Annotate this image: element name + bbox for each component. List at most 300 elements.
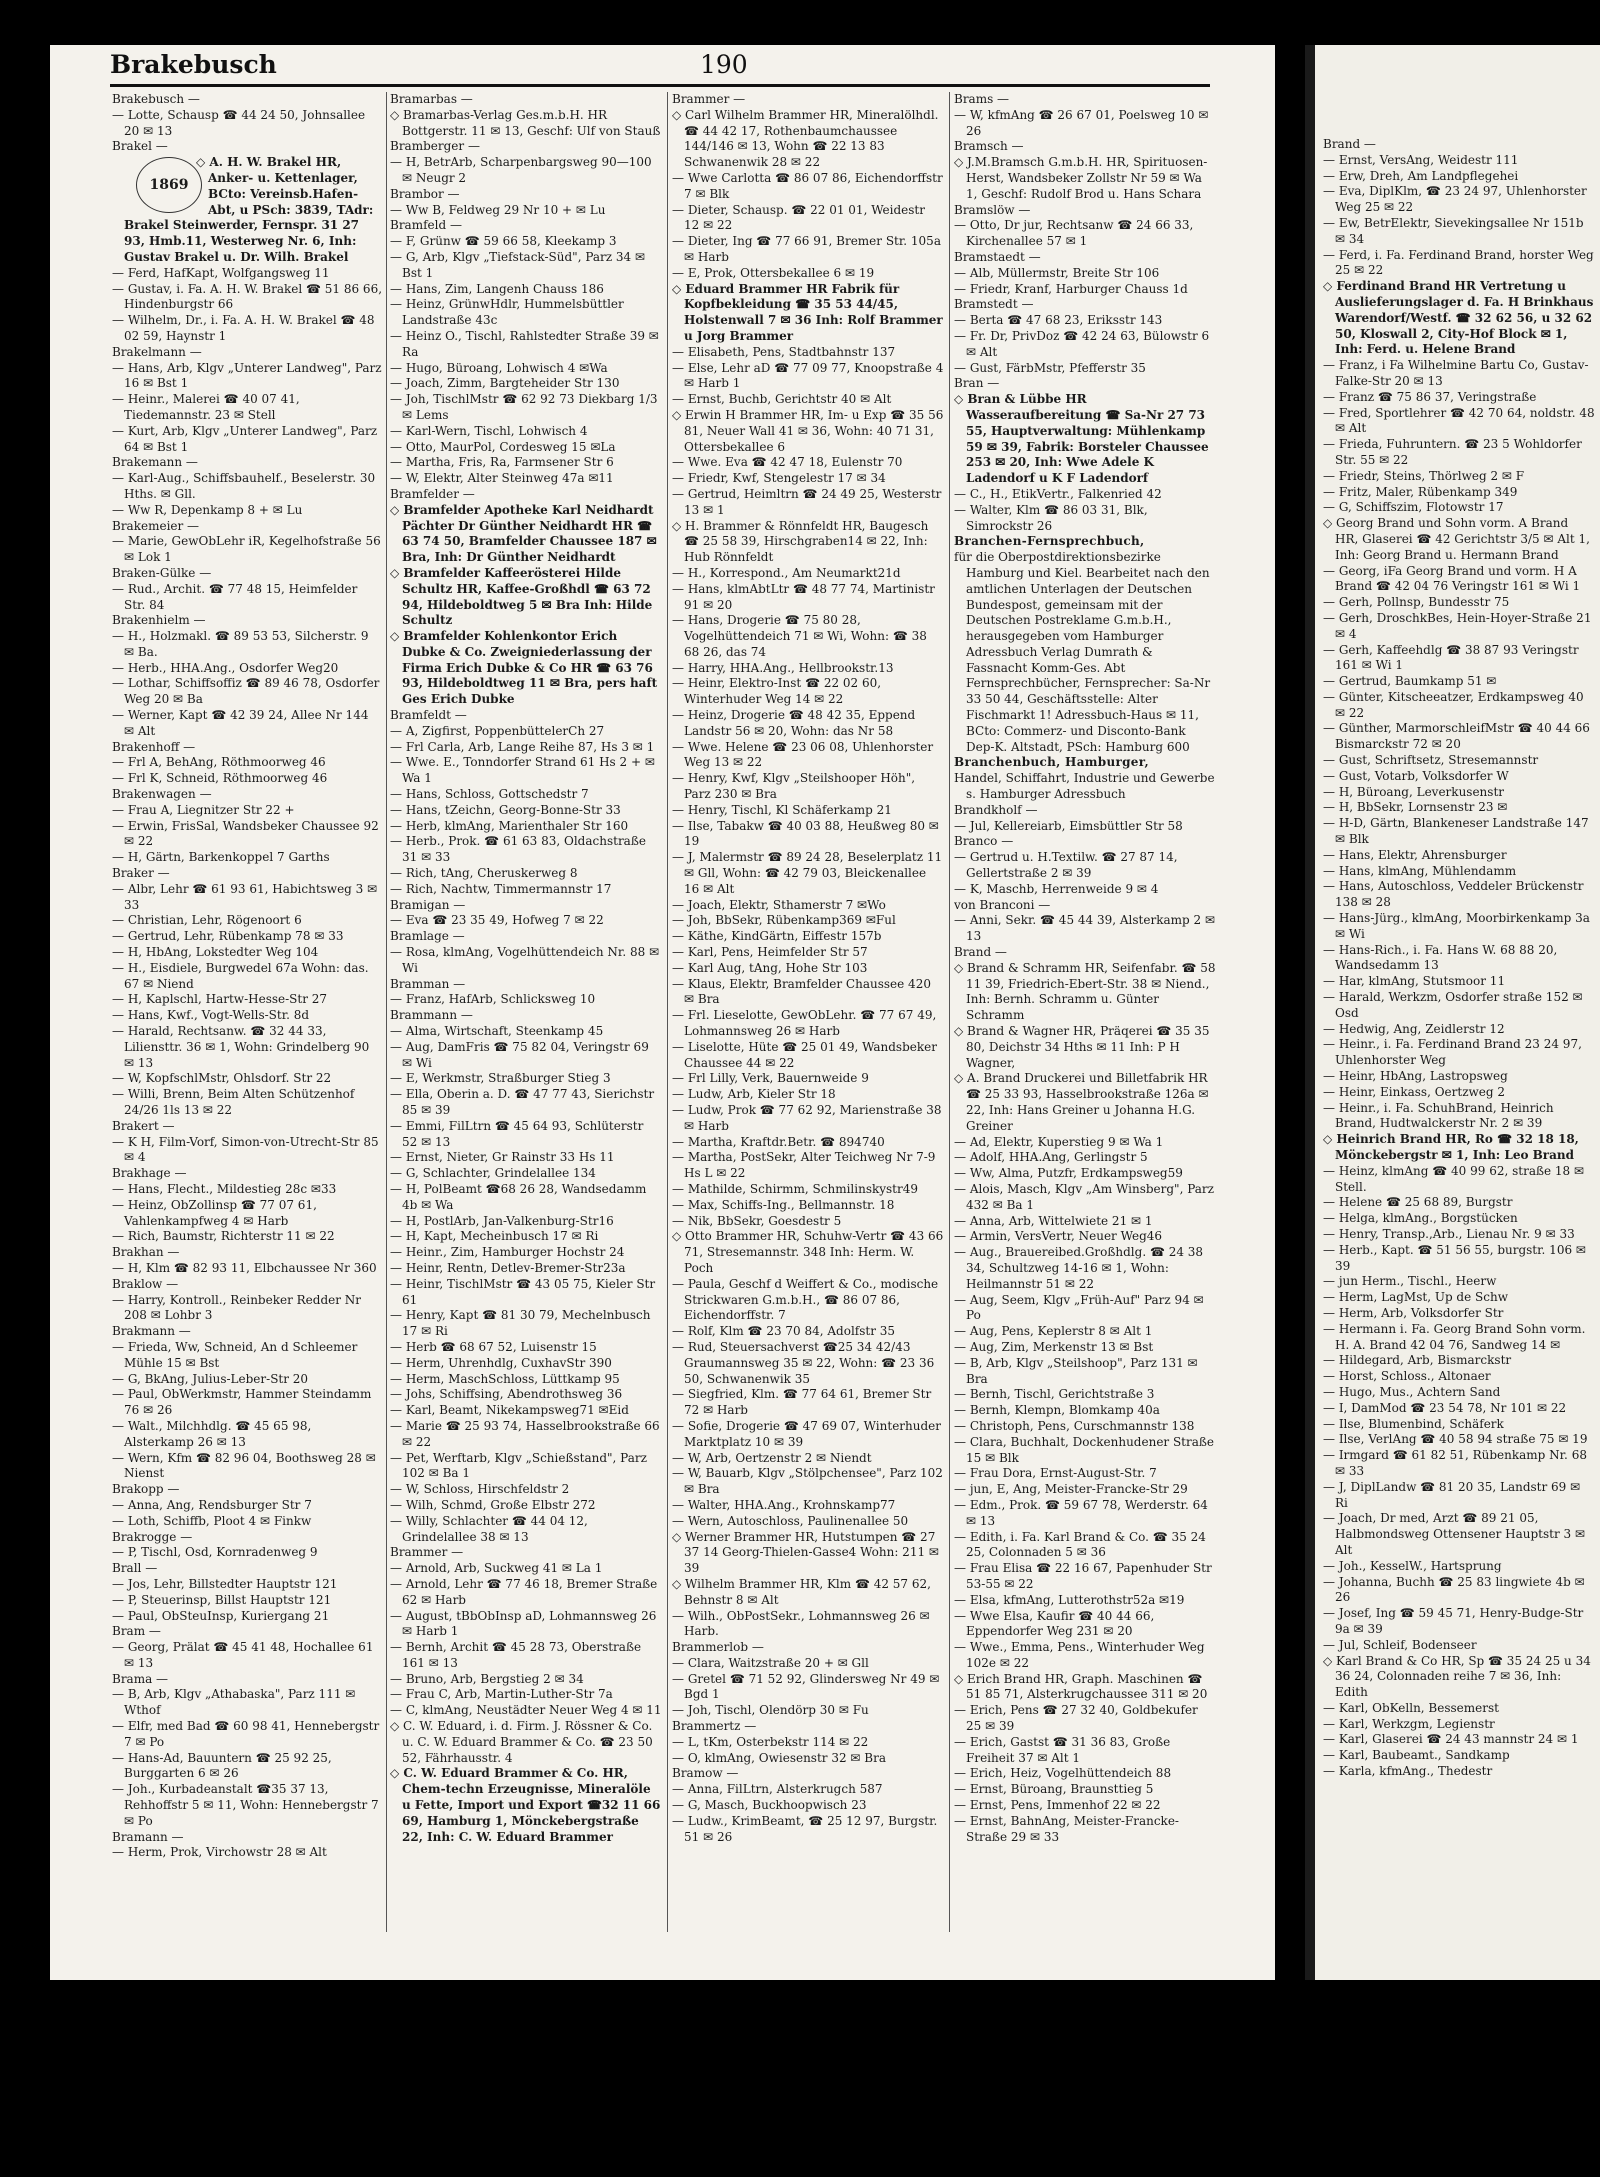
directory-entry: Brakenwagen — bbox=[112, 787, 212, 802]
directory-entry: — Elsa, kfmAng, Lutterothstr52a ✉19 bbox=[954, 1592, 1185, 1607]
directory-entry: ◇ Bramarbas-Verlag Ges.m.b.H. HR Bottgerstr. 11 ✉ 13, Geschf: Ulf von Stauß bbox=[390, 107, 661, 138]
directory-entry: — W, kfmAng ☎ 26 67 01, Poelsweg 10 ✉ 26 bbox=[954, 107, 1209, 138]
directory-entry: — W, Schloss, Hirschfeldstr 2 bbox=[390, 1482, 570, 1497]
directory-entry: — C., H., EtikVertr., Falkenried 42 bbox=[954, 486, 1162, 501]
directory-entry: — H., Holzmakl. ☎ 89 53 53, Silcherstr. 9 ✉ Ba. bbox=[112, 629, 369, 659]
directory-entry: — Paula, Geschf d Weiffert & Co., modische Strickwaren G.m.b.H., ☎ 86 07 86, Eichendorffstr. 7 bbox=[672, 1276, 939, 1323]
directory-entry: — Frieda, Ww, Schneid, An d Schleemer Mühle 15 ✉ Bst bbox=[112, 1339, 358, 1370]
column-divider bbox=[386, 92, 387, 1932]
directory-entry: — Ilse, VerlAng ☎ 40 58 94 straße 75 ✉ 19 bbox=[1323, 1432, 1588, 1447]
directory-entry: — Otto, MaurPol, Cordesweg 15 ✉La bbox=[390, 439, 616, 454]
directory-entry: — Günter, Kitscheeatzer, Erdkampsweg 40 ✉ 22 bbox=[1323, 689, 1584, 720]
directory-entry: Brakhage — bbox=[112, 1166, 187, 1181]
directory-entry: — Klaus, Elektr, Bramfelder Chaussee 420 ✉ Bra bbox=[672, 976, 931, 1007]
directory-entry: Branco — bbox=[954, 834, 1014, 849]
directory-entry: Braken-Gülke — bbox=[112, 565, 212, 580]
directory-entry: — Bernh, Archit ☎ 45 28 73, Oberstraße 161 ✉ 13 bbox=[390, 1640, 642, 1670]
directory-entry: — Gretel ☎ 71 52 92, Glindersweg Nr 49 ✉ Bgd 1 bbox=[672, 1671, 940, 1702]
directory-entry: — Heinr, Einkass, Oertzweg 2 bbox=[1323, 1084, 1506, 1099]
directory-entry: — Ludw., KrimBeamt, ☎ 25 12 97, Burgstr. 51 ✉ 26 bbox=[672, 1813, 938, 1844]
directory-entry: — Gust, Schriftsetz, Stresemannstr bbox=[1323, 753, 1539, 768]
directory-entry: Brakhan — bbox=[112, 1245, 180, 1260]
directory-entry: — Wern, Kfm ☎ 82 96 04, Boothsweg 28 ✉ Nienst bbox=[112, 1450, 376, 1481]
directory-entry: — E, Prok, Ottersbekallee 6 ✉ 19 bbox=[672, 265, 875, 280]
directory-entry: — Hans, Zim, Langenh Chauss 186 bbox=[390, 281, 604, 296]
directory-entry: — Georg, Prälat ☎ 45 41 48, Hochallee 61 ✉ 13 bbox=[112, 1640, 374, 1670]
directory-entry: — Johs, Schiffsing, Abendrothsweg 36 bbox=[390, 1387, 623, 1402]
directory-entry: — Marie, GewObLehr iR, Kegelhofstraße 56 ✉ Lok 1 bbox=[112, 534, 381, 565]
directory-entry: — Irmgard ☎ 61 82 51, Rübenkamp Nr. 68 ✉ 33 bbox=[1323, 1448, 1587, 1478]
directory-entry: — Heinz O., Tischl, Rahlstedter Straße 39 ✉ Ra bbox=[390, 328, 659, 359]
directory-entry: — Alb, Müllermstr, Breite Str 106 bbox=[954, 265, 1160, 280]
directory-entry: — Erich, Heiz, Vogelhüttendeich 88 bbox=[954, 1766, 1172, 1781]
directory-entry: Brakel — bbox=[112, 139, 168, 154]
directory-entry: für die Oberpostdirektionsbezirke Hamburg und Kiel. Bearbeitet nach den amtlichen Unterlagen der Deutschen Bundespost, gemeinsam mit der Deutschen Postreklame G.m.b.H., herausgegeben vom Hamburger Adressbuch Verlag Dumrath & Fassnacht Komm-Ges. Abt Fernsprechbücher, Fernsprecher: Sa-Nr 33 50 44, Geschäftsstelle: Alter Fischmarkt 1! Adressbuch-Haus ✉ 11, BCto: Commerz- und Disconto-Bank Dep-K. Altstadt, PSch: Hamburg 600 bbox=[954, 550, 1211, 754]
directory-entry: — Karl Aug, tAng, Hohe Str 103 bbox=[672, 960, 868, 975]
directory-entry: Bramfelder — bbox=[390, 486, 475, 501]
directory-entry: — Hans-Ad, Bauuntern ☎ 25 92 25, Burggarten 6 ✉ 26 bbox=[112, 1750, 332, 1781]
directory-entry: — I, DamMod ☎ 23 54 78, Nr 101 ✉ 22 bbox=[1323, 1400, 1567, 1415]
directory-entry: — Gust, Votarb, Volksdorfer W bbox=[1323, 768, 1509, 783]
directory-entry: — Clara, Buchhalt, Dockenhudener Straße 15 ✉ Blk bbox=[954, 1434, 1215, 1465]
page-number: 190 bbox=[700, 50, 748, 79]
directory-entry: — Franz, i Fa Wilhelmine Bartu Co, Gustav-Falke-Str 20 ✉ 13 bbox=[1323, 358, 1589, 388]
column-3 bbox=[672, 92, 944, 1972]
directory-entry: — Joach, Elektr, Sthamerstr 7 ✉Wo bbox=[672, 897, 886, 912]
directory-entry: — Hugo, Büroang, Lohwisch 4 ✉Wa bbox=[390, 360, 608, 375]
directory-entry: — Frieda, Fuhruntern. ☎ 23 5 Wohldorfer Str. 55 ✉ 22 bbox=[1323, 437, 1582, 467]
directory-entry: — Eva, DiplKlm, ☎ 23 24 97, Uhlenhorster Weg 25 ✉ 22 bbox=[1323, 184, 1587, 215]
directory-entry: — Herm, MaschSchloss, Lüttkamp 95 bbox=[390, 1371, 620, 1386]
directory-entry: — Nik, BbSekr, Goesdestr 5 bbox=[672, 1213, 842, 1228]
directory-entry: — Wilhelm, Dr., i. Fa. A. H. W. Brakel ☎ 48 02 59, Haynstr 1 bbox=[112, 313, 375, 343]
directory-entry: ◇ J.M.Bramsch G.m.b.H. HR, Spirituosen-Herst, Wandsbeker Zollstr Nr 59 ✉ Wa 1, Geschf: Rudolf Brod u. Hans Schara bbox=[954, 155, 1208, 201]
directory-entry: Bramfeldt — bbox=[390, 708, 467, 723]
directory-entry: — Edm., Prok. ☎ 59 67 78, Werderstr. 64 ✉ 13 bbox=[954, 1497, 1208, 1528]
directory-entry: — Gertrud, Heimltrn ☎ 24 49 25, Westerstr 13 ✉ 1 bbox=[672, 486, 942, 517]
directory-entry: — Hermann i. Fa. Georg Brand Sohn vorm. H. A. Brand 42 04 76, Sandweg 14 ✉ bbox=[1323, 1321, 1586, 1352]
directory-entry: — Dieter, Schausp. ☎ 22 01 01, Weidestr 12 ✉ 22 bbox=[672, 202, 925, 233]
directory-entry: — Joach, Dr med, Arzt ☎ 89 21 05, Halbmondsweg Ottensener Hauptstr 3 ✉ Alt bbox=[1323, 1511, 1586, 1557]
directory-entry: — Frl A, BehAng, Röthmoorweg 46 bbox=[112, 755, 326, 770]
directory-entry: — Hans, Schloss, Gottschedstr 7 bbox=[390, 787, 589, 802]
directory-entry: — Joh., Kurbadeanstalt ☎35 37 13, Rehhoffstr 5 ✉ 11, Wohn: Hennebergstr 7 ✉ Po bbox=[112, 1782, 379, 1828]
directory-entry: — G, Masch, Buckhoopwisch 23 bbox=[672, 1798, 867, 1813]
directory-entry: — Martha, PostSekr, Alter Teichweg Nr 7-9 Hs L ✉ 22 bbox=[672, 1150, 936, 1181]
directory-entry: — Har, klmAng, Stutsmoor 11 bbox=[1323, 974, 1506, 989]
column-divider bbox=[667, 92, 668, 1932]
page-gutter bbox=[1305, 45, 1315, 1980]
directory-entry: — Friedr, Kwf, Stengelestr 17 ✉ 34 bbox=[672, 471, 886, 486]
directory-entry: — Gertrud u. H.Textilw. ☎ 27 87 14, Gellertstraße 2 ✉ 39 bbox=[954, 850, 1178, 881]
directory-entry: — Joach, Zimm, Bargteheider Str 130 bbox=[390, 376, 620, 391]
directory-entry: — Rich, tAng, Cheruskerweg 8 bbox=[390, 866, 578, 881]
directory-entry: — Berta ☎ 47 68 23, Eriksstr 143 bbox=[954, 313, 1163, 328]
directory-entry: — Ludw, Arb, Kieler Str 18 bbox=[672, 1087, 836, 1102]
directory-entry: — Herm, LagMst, Up de Schw bbox=[1323, 1290, 1508, 1305]
directory-entry: — Fred, Sportlehrer ☎ 42 70 64, noldstr. 48 ✉ Alt bbox=[1323, 405, 1595, 436]
directory-entry: — Wwe Carlotta ☎ 86 07 86, Eichendorffstr 7 ✉ Blk bbox=[672, 170, 943, 201]
directory-entry: — Henry, Kwf, Klgv „Steilshooper Höh", Parz 230 ✉ Bra bbox=[672, 771, 916, 802]
directory-entry: — Frau A, Liegnitzer Str 22 + bbox=[112, 802, 295, 817]
directory-entry: — Harry, Kontroll., Reinbeker Redder Nr 208 ✉ Lohbr 3 bbox=[112, 1292, 362, 1323]
directory-entry: — Bernh, Tischl, Gerichtstraße 3 bbox=[954, 1387, 1155, 1402]
directory-entry: — Heinr, Elektro-Inst ☎ 22 02 60, Winterhuder Weg 14 ✉ 22 bbox=[672, 676, 882, 707]
directory-entry: — Horst, Schloss., Altonaer bbox=[1323, 1369, 1491, 1384]
directory-entry: Bramstedt — bbox=[954, 297, 1034, 312]
directory-entry: — Kurt, Arb, Klgv „Unterer Landweg", Parz 64 ✉ Bst 1 bbox=[112, 423, 378, 454]
directory-entry: — Hans, tZeichn, Georg-Bonne-Str 33 bbox=[390, 802, 621, 817]
directory-entry: ◇ Bramfelder Apotheke Karl Neidhardt Pächter Dr Günther Neidhardt HR ☎ 63 74 50, Bramfelder Chaussee 187 ✉ Bra, Inh: Dr Günther Neidhardt bbox=[390, 502, 657, 565]
directory-entry: — Ww R, Depenkamp 8 + ✉ Lu bbox=[112, 502, 303, 517]
right-page-content bbox=[1315, 45, 1600, 1980]
directory-entry: — B, Arb, Klgv „Steilshoop", Parz 131 ✉ Bra bbox=[954, 1355, 1198, 1386]
directory-entry: — Heinr., i. Fa. SchuhBrand, Heinrich Brand, Hudtwalckerstr Nr. 2 ✉ 39 bbox=[1323, 1100, 1554, 1131]
directory-entry: — Ernst, Pens, Immenhof 22 ✉ 22 bbox=[954, 1798, 1161, 1813]
directory-entry: Bramsch — bbox=[954, 139, 1024, 154]
directory-entry: — Herm, Arb, Volksdorfer Str bbox=[1323, 1305, 1504, 1320]
directory-entry: ◇ Georg Brand und Sohn vorm. A Brand HR, Glaserei ☎ 42 Gerichtstr 3/5 ✉ Alt 1, Inh: Georg Brand u. Hermann Brand bbox=[1323, 516, 1590, 562]
directory-entry: — Jul, Schleif, Bodenseer bbox=[1323, 1637, 1477, 1652]
directory-entry: — Otto, Dr jur, Rechtsanw ☎ 24 66 33, Kirchenallee 57 ✉ 1 bbox=[954, 218, 1194, 249]
directory-entry: — Christian, Lehr, Rögenoort 6 bbox=[112, 913, 302, 928]
directory-entry: — Hedwig, Ang, Zeidlerstr 12 bbox=[1323, 1021, 1505, 1036]
directory-entry: — Gertrud, Baumkamp 51 ✉ bbox=[1323, 674, 1497, 689]
directory-entry: — Gust, FärbMstr, Pfefferstr 35 bbox=[954, 360, 1146, 375]
directory-entry: von Branconi — bbox=[954, 897, 1051, 912]
directory-entry: — Franz ☎ 75 86 37, Veringstraße bbox=[1323, 389, 1537, 404]
directory-entry: — Wwe Elsa, Kaufir ☎ 40 44 66, Eppendorfer Weg 231 ✉ 20 bbox=[954, 1608, 1155, 1639]
directory-entry: — W, KopfschlMstr, Ohlsdorf. Str 22 bbox=[112, 1071, 332, 1086]
directory-entry: — O, klmAng, Owiesenstr 32 ✉ Bra bbox=[672, 1750, 887, 1765]
directory-entry: — Wwe. Helene ☎ 23 06 08, Uhlenhorster Weg 13 ✉ 22 bbox=[672, 739, 934, 770]
directory-entry: — Aug, DamFris ☎ 75 82 04, Veringstr 69 ✉ Wi bbox=[390, 1039, 649, 1070]
directory-entry: Bram — bbox=[112, 1624, 161, 1639]
directory-entry: — Pet, Werftarb, Klgv „Schießstand", Parz 102 ✉ Ba 1 bbox=[390, 1450, 647, 1481]
directory-entry: — Clara, Waitzstraße 20 + ✉ Gll bbox=[672, 1655, 869, 1670]
directory-entry: — Frl K, Schneid, Röthmoorweg 46 bbox=[112, 771, 328, 786]
directory-entry: — Gertrud, Lehr, Rübenkamp 78 ✉ 33 bbox=[112, 929, 344, 944]
directory-entry: — J, DiplLandw ☎ 81 20 35, Landstr 69 ✉ Ri bbox=[1323, 1479, 1581, 1510]
directory-entry: — Frau C, Arb, Martin-Luther-Str 7a bbox=[390, 1687, 613, 1702]
directory-entry: — Anna, Ang, Rendsburger Str 7 bbox=[112, 1497, 312, 1512]
directory-entry: Brambor — bbox=[390, 186, 460, 201]
directory-entry: Brakenhoff — bbox=[112, 739, 196, 754]
directory-entry: — Hans, klmAng, Mühlendamm bbox=[1323, 863, 1517, 878]
entry-text: ◇ A. H. W. Brakel HR, Anker- u. Kettenlager, BCto: Vereinsb.Hafen-Abt, u PSch: 3839, TAdr: Brakel Steinwerder, Fernspr. 31 27 93, Hmb.11, Westerweg Nr. 6, Inh: Gustav Brakel u. Dr. Wilh. Brakel bbox=[124, 155, 374, 264]
directory-entry: — Fr. Dr, PrivDoz ☎ 42 24 63, Bülowstr 6 ✉ Alt bbox=[954, 328, 1210, 359]
directory-entry: — Martha, Fris, Ra, Farmsener Str 6 bbox=[390, 455, 614, 470]
directory-entry: — Anna, Arb, Wittelwiete 21 ✉ 1 bbox=[954, 1213, 1153, 1228]
directory-entry: — G, Schlachter, Grindelallee 134 bbox=[390, 1166, 596, 1181]
directory-entry: — H, Kaplschl, Hartw-Hesse-Str 27 bbox=[112, 992, 328, 1007]
directory-entry: — Arnold, Lehr ☎ 77 46 18, Bremer Straße 62 ✉ Harb bbox=[390, 1576, 658, 1607]
directory-entry: — Frl Lilly, Verk, Bauernweide 9 bbox=[672, 1071, 869, 1086]
directory-entry: ◇ Bramfelder Kaffeerösterei Hilde Schultz HR, Kaffee-Großhdl ☎ 63 72 94, Hildeboldtweg 5 ✉ Bra Inh: Hilde Schultz bbox=[390, 565, 653, 628]
directory-entry: — Heinr., Malerei ☎ 40 07 41, Tiedemannstr. 23 ✉ Stell bbox=[112, 392, 300, 422]
directory-entry: — Hans, klmAbtLtr ☎ 48 77 74, Martinistr 91 ✉ 20 bbox=[672, 581, 935, 612]
directory-entry: — Aug, Seem, Klgv „Früh-Auf" Parz 94 ✉ Po bbox=[954, 1292, 1204, 1323]
directory-entry: — Aug, Zim, Merkenstr 13 ✉ Bst bbox=[954, 1339, 1154, 1354]
directory-entry: — H-D, Gärtn, Blankeneser Landstraße 147 ✉ Blk bbox=[1323, 816, 1589, 847]
directory-entry: — Heinz, GrünwHdlr, Hummelsbüttler Landstraße 43c bbox=[390, 297, 624, 328]
directory-entry: — Wwe. Eva ☎ 42 47 18, Eulenstr 70 bbox=[672, 455, 903, 470]
directory-entry: — Wern, Autoschloss, Paulinenallee 50 bbox=[672, 1513, 909, 1528]
directory-entry: — Erich, Pens ☎ 27 32 40, Goldbekufer 25 ✉ 39 bbox=[954, 1703, 1198, 1734]
directory-entry: Bramman — bbox=[390, 976, 466, 991]
directory-entry: — Alma, Wirtschaft, Steenkamp 45 bbox=[390, 1024, 604, 1039]
directory-entry: — Rich, Baumstr, Richterstr 11 ✉ 22 bbox=[112, 1229, 335, 1244]
directory-entry: — Bernh, Klempn, Blomkamp 40a bbox=[954, 1403, 1160, 1418]
directory-entry: Bran — bbox=[954, 376, 1000, 391]
directory-entry: — Dieter, Ing ☎ 77 66 91, Bremer Str. 105a ✉ Harb bbox=[672, 234, 941, 264]
directory-entry: ◇ Eduard Brammer HR Fabrik für Kopfbekleidung ☎ 35 53 44/45, Holstenwall 7 ✉ 36 Inh: Rolf Brammer u Jorg Brammer bbox=[672, 281, 943, 343]
directory-entry: — Josef, Ing ☎ 59 45 71, Henry-Budge-Str 9a ✉ 39 bbox=[1323, 1606, 1584, 1636]
directory-entry: — Liselotte, Hüte ☎ 25 01 49, Wandsbeker Chaussee 44 ✉ 22 bbox=[672, 1039, 937, 1070]
directory-entry: — F, Grünw ☎ 59 66 58, Kleekamp 3 bbox=[390, 234, 617, 249]
directory-entry: — Günther, MarmorschleifMstr ☎ 40 44 66 Bismarckstr 72 ✉ 20 bbox=[1323, 721, 1590, 752]
directory-entry: — Heinz, Drogerie ☎ 48 42 35, Eppend Landstr 56 ✉ 20, Wohn: das Nr 58 bbox=[672, 708, 916, 738]
column-1 bbox=[112, 92, 382, 1972]
directory-entry: — Karl, ObKelln, Bessemerst bbox=[1323, 1700, 1499, 1715]
directory-entry: — Jul, Kellereiarb, Eimsbüttler Str 58 bbox=[954, 818, 1183, 833]
directory-entry: — Hans, Arb, Klgv „Unterer Landweg", Parz 16 ✉ Bst 1 bbox=[112, 360, 382, 391]
directory-entry: — Aug, Pens, Keplerstr 8 ✉ Alt 1 bbox=[954, 1324, 1153, 1339]
directory-entry: — Heinr, HbAng, Lastropsweg bbox=[1323, 1069, 1508, 1084]
directory-entry: — Ernst, VersAng, Weidestr 111 bbox=[1323, 152, 1519, 167]
directory-entry: — Herb., Prok. ☎ 61 63 83, Oldachstraße 31 ✉ 33 bbox=[390, 834, 646, 865]
directory-entry: — H, Gärtn, Barkenkoppel 7 Garths bbox=[112, 850, 330, 865]
directory-entry: ◇ Carl Wilhelm Brammer HR, Mineralölhdl. ☎ 44 42 17, Rothenbaumchaussee 144/146 ✉ 13, Wohn ☎ 22 13 83 Schwanenwik 28 ✉ 22 bbox=[672, 107, 939, 170]
directory-entry: — Hans, Elektr, Ahrensburger bbox=[1323, 847, 1507, 862]
directory-entry: — Ilse, Tabakw ☎ 40 03 88, Heußweg 80 ✉ 19 bbox=[672, 818, 939, 849]
directory-entry: — Ferd, i. Fa. Ferdinand Brand, horster Weg 25 ✉ 22 bbox=[1323, 247, 1594, 278]
directory-entry: — P, Steuerinsp, Billst Hauptstr 121 bbox=[112, 1592, 332, 1607]
directory-entry: — Rosa, klmAng, Vogelhüttendeich Nr. 88 ✉ Wi bbox=[390, 945, 660, 975]
directory-entry: — Rolf, Klm ☎ 23 70 84, Adolfstr 35 bbox=[672, 1324, 896, 1339]
directory-entry: — Ew, BetrElektr, Sievekingsallee Nr 151b ✉ 34 bbox=[1323, 215, 1584, 246]
directory-entry: Brammann — bbox=[390, 1008, 473, 1023]
directory-entry: Brakemeier — bbox=[112, 518, 200, 533]
directory-entry: — Max, Schiffs-Ing., Bellmannstr. 18 bbox=[672, 1197, 895, 1212]
directory-entry: — B, Arb, Klgv „Athabaska", Parz 111 ✉ Wthof bbox=[112, 1687, 356, 1718]
directory-entry: — Heinr., Zim, Hamburger Hochstr 24 bbox=[390, 1245, 625, 1260]
directory-entry: — Hans, Flecht., Mildestieg 28c ✉33 bbox=[112, 1181, 337, 1196]
running-head: Brakebusch bbox=[110, 50, 277, 79]
directory-entry: — Anni, Sekr. ☎ 45 44 39, Alsterkamp 2 ✉ 13 bbox=[954, 913, 1215, 944]
directory-entry: — Frau Dora, Ernst-August-Str. 7 bbox=[954, 1466, 1157, 1481]
directory-entry: — Wilh., ObPostSekr., Lohmannsweg 26 ✉ Harb. bbox=[672, 1608, 930, 1639]
directory-entry: — H, Kapt, Mecheinbusch 17 ✉ Ri bbox=[390, 1229, 599, 1244]
directory-entry: Bramann — bbox=[112, 1829, 184, 1844]
directory-entry: — Marie ☎ 25 93 74, Hasselbrookstraße 66 ✉ 22 bbox=[390, 1418, 660, 1449]
directory-entry: — Henry, Transp.,Arb., Lienau Nr. 9 ✉ 33 bbox=[1323, 1226, 1575, 1241]
directory-entry: — Karl, Werkzgm, Legienstr bbox=[1323, 1716, 1495, 1731]
directory-entry: — Johanna, Buchh ☎ 25 83 lingwiete 4b ✉ 26 bbox=[1323, 1574, 1585, 1605]
directory-entry: — H, PostlArb, Jan-Valkenburg-Str16 bbox=[390, 1213, 614, 1228]
directory-entry: ◇ H. Brammer & Rönnfeldt HR, Baugesch ☎ 25 58 39, Hirschgraben14 ✉ 22, Inh: Hub Rönnfeldt bbox=[672, 518, 929, 565]
directory-entry: ◇ Brand & Schramm HR, Seifenfabr. ☎ 58 11 39, Friedrich-Ebert-Str. 38 ✉ Niend., Inh: Bernh. Schramm u. Günter Schramm bbox=[954, 960, 1216, 1023]
directory-entry: Bramarbas — bbox=[390, 92, 473, 106]
directory-entry: — A, Zigfirst, PoppenbüttelerCh 27 bbox=[390, 723, 605, 738]
directory-entry: — Lotte, Schausp ☎ 44 24 50, Johnsallee 20 ✉ 13 bbox=[112, 107, 366, 138]
directory-entry: ◇ Bran & Lübbe HR Wasseraufbereitung ☎ Sa-Nr 27 73 55, Hauptverwaltung: Mühlenkamp 59 ✉ 39, Fabrik: Borsteler Chaussee 253 ✉ 20, Inh: Wwe Adele K Ladendorf u K F Ladendorf bbox=[954, 392, 1209, 486]
directory-entry: — G, BkAng, Julius-Leber-Str 20 bbox=[112, 1371, 309, 1386]
directory-entry: — Henry, Kapt ☎ 81 30 79, Mechelnbusch 17 ✉ Ri bbox=[390, 1308, 651, 1339]
column-2 bbox=[390, 92, 662, 1972]
directory-entry: — Joh, BbSekr, Rübenkamp369 ✉Ful bbox=[672, 913, 896, 928]
directory-entry: Brama — bbox=[112, 1671, 169, 1686]
directory-entry: — Herm, Uhrenhdlg, CuxhavStr 390 bbox=[390, 1355, 612, 1370]
directory-entry: ◇ Brand & Wagner HR, Präqerei ☎ 35 35 80, Deichstr 34 Hths ✉ 11 Inh: P H Wagner, bbox=[954, 1024, 1210, 1070]
directory-entry: — Willi, Brenn, Beim Alten Schützenhof 24/26 1ls 13 ✉ 22 bbox=[112, 1087, 355, 1117]
directory-entry: Branchenbuch, Hamburger, bbox=[954, 755, 1149, 770]
directory-entry: — jun Herm., Tischl., Heerw bbox=[1323, 1274, 1497, 1289]
directory-entry: — Henry, Tischl, Kl Schäferkamp 21 bbox=[672, 802, 892, 817]
directory-entry: — H., Eisdiele, Burgwedel 67a Wohn: das. 67 ✉ Niend bbox=[112, 960, 369, 991]
directory-entry: — Georg, iFa Georg Brand und vorm. H A Brand ☎ 42 04 76 Veringstr 161 ✉ Wi 1 bbox=[1323, 563, 1581, 594]
directory-entry: — Karl-Aug., Schiffsbauhelf., Beselerstr. 30 Hths. ✉ Gll. bbox=[112, 471, 376, 501]
directory-entry: — Herb., Kapt. ☎ 51 56 55, burgstr. 106 ✉ 39 bbox=[1323, 1242, 1586, 1273]
directory-entry: — Hans, Drogerie ☎ 75 80 28, Vogelhüttendeich 71 ✉ Wi, Wohn: ☎ 38 68 26, das 74 bbox=[672, 613, 927, 659]
directory-entry: — H, Klm ☎ 82 93 11, Elbchaussee Nr 360 bbox=[112, 1260, 377, 1275]
directory-entry: — Joh, Tischl, Olendörp 30 ✉ Fu bbox=[672, 1703, 869, 1718]
directory-entry: — Ella, Oberin a. D. ☎ 47 77 43, Sierichstr 85 ✉ 39 bbox=[390, 1087, 655, 1117]
directory-entry: — K, Maschb, Herrenweide 9 ✉ 4 bbox=[954, 881, 1159, 896]
directory-entry: — C, klmAng, Neustädter Neuer Weg 4 ✉ 11 bbox=[390, 1703, 662, 1718]
directory-entry: Brammertz — bbox=[672, 1719, 757, 1734]
directory-entry: — Herm, Prok, Virchowstr 28 ✉ Alt bbox=[112, 1845, 327, 1860]
directory-entry: Brakrogge — bbox=[112, 1529, 193, 1544]
directory-entry: — Hans, Kwf., Vogt-Wells-Str. 8d bbox=[112, 1008, 310, 1023]
directory-entry: — Fritz, Maler, Rübenkamp 349 bbox=[1323, 484, 1518, 499]
directory-entry: Brall — bbox=[112, 1561, 158, 1576]
directory-entry: — H., Korrespond., Am Neumarkt21d bbox=[672, 565, 901, 580]
directory-entry: — H, BbSekr, Lornsenstr 23 ✉ bbox=[1323, 800, 1508, 815]
directory-entry: — Hans, Autoschloss, Veddeler Brückenstr 138 ✉ 28 bbox=[1323, 879, 1584, 910]
directory-entry: — G, Arb, Klgv „Tiefstack-Süd", Parz 34 ✉ Bst 1 bbox=[390, 249, 646, 280]
directory-entry: — L, tKm, Osterbekstr 114 ✉ 22 bbox=[672, 1734, 869, 1749]
directory-entry: — Ernst, Nieter, Gr Rainstr 33 Hs 11 bbox=[390, 1150, 615, 1165]
directory-entry: — G, Schiffszim, Flotowstr 17 bbox=[1323, 500, 1504, 515]
directory-entry: — Willy, Schlachter ☎ 44 04 12, Grindelallee 38 ✉ 13 bbox=[390, 1513, 588, 1544]
directory-entry: — J, Malermstr ☎ 89 24 28, Beselerplatz 11 ✉ Gll, Wohn: ☎ 42 79 03, Bleickenallee 16 ✉ Alt bbox=[672, 850, 943, 896]
directory-entry: — Harald, Rechtsanw. ☎ 32 44 33, Liliensttr. 36 ✉ 1, Wohn: Grindelberg 90 ✉ 13 bbox=[112, 1024, 370, 1070]
directory-entry: Brakebusch — bbox=[112, 92, 200, 106]
directory-entry: — Hans-Rich., i. Fa. Hans W. 68 88 20, Wandsedamm 13 bbox=[1323, 942, 1558, 973]
directory-entry: — Ludw, Prok ☎ 77 62 92, Marienstraße 38 ✉ Harb bbox=[672, 1103, 942, 1133]
directory-entry: — Martha, Kraftdr.Betr. ☎ 894740 bbox=[672, 1134, 885, 1149]
directory-entry: — Gerh, Pollnsp, Bundesstr 75 bbox=[1323, 595, 1510, 610]
directory-entry: ◇ Bramfelder Kohlenkontor Erich Dubke & Co. Zweigniederlassung der Firma Erich Dubke & Co HR ☎ 63 76 93, Hildeboldtweg 11 ✉ Bra, pers haft Ges Erich Dubke bbox=[390, 629, 658, 707]
directory-entry: — Eva ☎ 23 35 49, Hofweg 7 ✉ 22 bbox=[390, 913, 604, 928]
directory-entry: — Gerh, DroschkBes, Hein-Hoyer-Straße 21 ✉ 4 bbox=[1323, 610, 1592, 641]
directory-entry: — Erw, Dreh, Am Landpflegehei bbox=[1323, 168, 1519, 183]
directory-entry: ◇ Werner Brammer HR, Hutstumpen ☎ 27 37 14 Georg-Thielen-Gasse4 Wohn: 211 ✉ 39 bbox=[672, 1529, 939, 1576]
directory-entry: — Hugo, Mus., Achtern Sand bbox=[1323, 1384, 1501, 1399]
directory-entry: — Rich, Nachtw, Timmermannstr 17 bbox=[390, 881, 612, 896]
directory-entry: — E, Werkmstr, Straßburger Stieg 3 bbox=[390, 1071, 611, 1086]
directory-entry: — Herb ☎ 68 67 52, Luisenstr 15 bbox=[390, 1339, 597, 1354]
directory-entry: Brakert — bbox=[112, 1118, 175, 1133]
directory-entry: — Walt., Milchhdlg. ☎ 45 65 98, Alsterkamp 26 ✉ 13 bbox=[112, 1418, 312, 1449]
directory-entry: — W, Arb, Oertzenstr 2 ✉ Niendt bbox=[672, 1450, 872, 1465]
directory-entry: — Hildegard, Arb, Bismarckstr bbox=[1323, 1353, 1512, 1368]
directory-entry: — Albr, Lehr ☎ 61 93 61, Habichtsweg 3 ✉ 33 bbox=[112, 881, 378, 912]
directory-entry: — Arnold, Arb, Suckweg 41 ✉ La 1 bbox=[390, 1561, 603, 1576]
directory-entry: — Joh., KesselW., Hartsprung bbox=[1323, 1558, 1502, 1573]
directory-entry: ◇ C. W. Eduard, i. d. Firm. J. Rössner & Co. u. C. W. Eduard Brammer & Co. ☎ 23 50 52, Fährhausstr. 4 bbox=[390, 1719, 653, 1765]
directory-entry: — Rud, Steuersachverst ☎25 34 42/43 Graumannsweg 35 ✉ 22, Wohn: ☎ 23 36 50, Schwanenwik 35 bbox=[672, 1339, 935, 1386]
directory-entry: — Ernst, Büroang, Braunsttieg 5 bbox=[954, 1782, 1154, 1797]
directory-entry: — Ww, Alma, Putzfr, Erdkampsweg59 bbox=[954, 1166, 1183, 1181]
directory-entry: — Heinz, klmAng ☎ 40 99 62, straße 18 ✉ Stell. bbox=[1323, 1163, 1585, 1194]
directory-entry: Brandkholf — bbox=[954, 802, 1038, 817]
directory-entry: — Helga, klmAng., Borgstücken bbox=[1323, 1211, 1518, 1226]
directory-entry: Brand — bbox=[1323, 137, 1376, 151]
directory-entry: Brams — bbox=[954, 92, 1010, 106]
directory-entry: — Alois, Masch, Klgv „Am Winsberg", Parz 432 ✉ Ba 1 bbox=[954, 1181, 1214, 1212]
directory-entry: — Mathilde, Schirmm, Schmilinskystr49 bbox=[672, 1181, 919, 1196]
directory-entry: — Heinr, Rentn, Detlev-Bremer-Str23a bbox=[390, 1260, 626, 1275]
directory-entry: — P, Tischl, Osd, Kornradenweg 9 bbox=[112, 1545, 318, 1560]
directory-entry: Bramlage — bbox=[390, 929, 465, 944]
directory-entry: Brakenhielm — bbox=[112, 613, 206, 628]
directory-entry: — Ww B, Feldweg 29 Nr 10 + ✉ Lu bbox=[390, 202, 606, 217]
company-emblem: 1869 bbox=[136, 157, 202, 213]
directory-entry: Braklow — bbox=[112, 1276, 179, 1291]
directory-entry: — W, Bauarb, Klgv „Stölpchensee", Parz 102 ✉ Bra bbox=[672, 1466, 943, 1497]
directory-entry: — Helene ☎ 25 68 89, Burgstr bbox=[1323, 1195, 1513, 1210]
directory-entry: — Elfr, med Bad ☎ 60 98 41, Hennebergstr 7 ✉ Po bbox=[112, 1719, 380, 1749]
directory-entry: — Friedr, Kranf, Harburger Chauss 1d bbox=[954, 281, 1188, 296]
directory-entry: — Armin, VersVertr, Neuer Weg46 bbox=[954, 1229, 1163, 1244]
directory-entry: ◇ Heinrich Brand HR, Ro ☎ 32 18 18, Mönckebergstr ✉ 1, Inh: Leo Brand bbox=[1323, 1132, 1579, 1162]
directory-entry: — Jos, Lehr, Billstedter Hauptstr 121 bbox=[112, 1576, 338, 1591]
directory-entry: Brand — bbox=[954, 945, 1007, 960]
directory-entry: — Elisabeth, Pens, Stadtbahnstr 137 bbox=[672, 344, 896, 359]
directory-entry: — Karl, Beamt, Nikekampsweg71 ✉Eid bbox=[390, 1403, 629, 1418]
directory-entry: — Karl-Wern, Tischl, Lohwisch 4 bbox=[390, 423, 588, 438]
column-divider bbox=[949, 92, 950, 1932]
directory-entry: — Else, Lehr aD ☎ 77 09 77, Knoopstraße 4 ✉ Harb 1 bbox=[672, 360, 944, 391]
directory-entry: — Ernst, Buchb, Gerichtstr 40 ✉ Alt bbox=[672, 392, 892, 407]
header-rule bbox=[110, 84, 1210, 87]
directory-entry: — Siegfried, Klm. ☎ 77 64 61, Bremer Str 72 ✉ Harb bbox=[672, 1387, 932, 1418]
directory-entry: Brakemann — bbox=[112, 455, 198, 470]
directory-entry: — H, PolBeamt ☎68 26 28, Wandsedamm 4b ✉ Wa bbox=[390, 1181, 647, 1212]
directory-entry: — Frau Elisa ☎ 22 16 67, Papenhuder Str 53-55 ✉ 22 bbox=[954, 1561, 1212, 1591]
directory-entry: — jun, E, Ang, Meister-Francke-Str 29 bbox=[954, 1482, 1188, 1497]
column-4 bbox=[954, 92, 1216, 1972]
directory-entry: — H, HbAng, Lokstedter Weg 104 bbox=[112, 945, 319, 960]
directory-entry: ◇ Ferdinand Brand HR Vertretung u Auslieferungslager d. Fa. H Brinkhaus Warendorf/Westf. ☎ 32 62 56, u 32 62 50, Kloswall 2, City-Hof Block ✉ 1, Inh: Ferd. u. Helene Brand bbox=[1323, 279, 1594, 357]
directory-entry: Brammer — bbox=[390, 1545, 464, 1560]
directory-entry: — Bruno, Arb, Bergstieg 2 ✉ 34 bbox=[390, 1671, 584, 1686]
directory-entry: Handel, Schiffahrt, Industrie und Gewerbe s. Hamburger Adressbuch bbox=[954, 771, 1215, 802]
directory-entry: — Adolf, HHA.Ang, Gerlingstr 5 bbox=[954, 1150, 1148, 1165]
directory-entry: — Erich, Gastst ☎ 31 36 83, Große Freiheit 37 ✉ Alt 1 bbox=[954, 1734, 1171, 1765]
directory-entry: Brammerlob — bbox=[672, 1640, 764, 1655]
directory-entry: Brammer — bbox=[672, 92, 746, 106]
directory-entry: — Harry, HHA.Ang., Hellbrookstr.13 bbox=[672, 660, 894, 675]
directory-entry: Bramstaedt — bbox=[954, 249, 1041, 264]
directory-entry: Bramberger — bbox=[390, 139, 480, 154]
directory-entry: — Lothar, Schiffsoffiz ☎ 89 46 78, Osdorfer Weg 20 ✉ Ba bbox=[112, 676, 380, 707]
directory-entry: — Emmi, FilLtrn ☎ 45 64 93, Schlüterstr 52 ✉ 13 bbox=[390, 1118, 644, 1149]
directory-entry: — Erwin, FrisSal, Wandsbeker Chaussee 92 ✉ 22 bbox=[112, 818, 379, 849]
directory-entry: — Franz, HafArb, Schlicksweg 10 bbox=[390, 992, 596, 1007]
